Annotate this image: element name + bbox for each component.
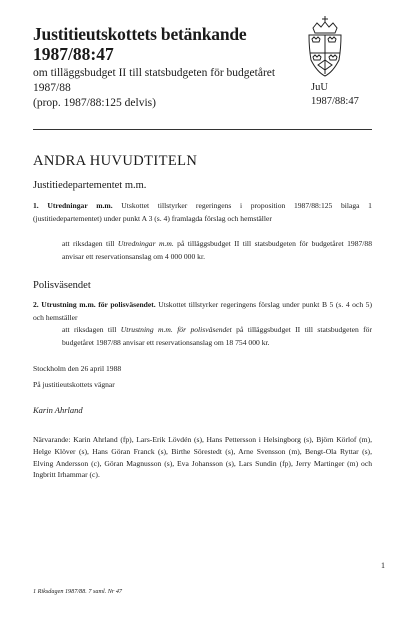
item-1-text: Utskottet tillstyrker regeringens i proposition 1987/88:125 bilaga 1 (justitiedepartementet) under punkt A 3 (s. 4) framlagda förslag och hemställer [33, 201, 372, 223]
subtitle-line-3: (prop. 1987/88:125 delvis) [33, 97, 156, 109]
item-2-appropriation-name: Utrustning m.m. för polisväsendet [120, 325, 232, 334]
document-number: 1987/88:47 [33, 44, 114, 64]
item-2-number: 2. [33, 300, 39, 309]
item-1-resolution: att riksdagen till Utredningar m.m. på tilläggsbudget II till statsbudgeten för budgetåret 1987/88 anvisar ett reservationsanslag om 4 000 000 kr. [62, 239, 372, 261]
item-2-title: Utrustning m.m. för polisväsendet. [41, 300, 156, 309]
document-title: Justitieutskottets betänkande [33, 24, 247, 44]
subtitle-line-2: 1987/88 [33, 82, 71, 94]
subsection-heading: Polisväsendet [33, 280, 91, 291]
signature: Karin Ahrland [33, 405, 83, 415]
item-1-paragraph [33, 200, 372, 225]
swedish-coat-of-arms-icon [303, 14, 347, 78]
item-1-number: 1. [33, 201, 39, 210]
item-2-resolution: att riksdagen till Utrustning m.m. för polisväsendet på tilläggsbudget II till statsbudgeten för budgetåret 1987/88 anvisar ett reservationsanslag om 18 754 000 kr. [62, 325, 372, 347]
on-behalf-line: På justitieutskottets vägnar [33, 380, 115, 389]
item-2-paragraph [33, 299, 372, 324]
item-1-title: Utredningar m.m. [47, 201, 113, 210]
attendees-list: Närvarande: Karin Ahrland (fp), Lars-Erik Lövdén (s), Hans Pettersson i Helsingborg (s), Björn Körlof (m), Helge Klöver (s), Hans Göran Franck (s), Birthe Sörestedt (s), Arne Svensson (m), Bengt-Ola Ryttar (s), Elving Andersson (c), Göran Magnusson (s), Eva Johansson (s), Lars Sundin (fp), Jerry Martinger (m) och Ingbritt Irhammar (c). [33, 435, 372, 480]
subtitle-line-1: om tilläggsbudget II till statsbudgeten för budgetåret [33, 67, 276, 79]
item-1-appropriation-name: Utredningar m.m. [117, 239, 174, 248]
header-divider [33, 129, 372, 130]
place-date: Stockholm den 26 april 1988 [33, 364, 122, 373]
page-number: 1 [381, 561, 385, 570]
item-2-text: Utskottet tillstyrker regeringens förslag under punkt B 5 (s. 4 och 5) och hemställer [33, 300, 372, 322]
report-reference: 1987/88:47 [311, 96, 359, 107]
footer-note: 1 Riksdagen 1987/88. 7 saml. Nr 47 [33, 588, 123, 595]
section-heading: ANDRA HUVUDTITELN [33, 153, 198, 169]
department-heading: Justitiedepartementet m.m. [33, 180, 147, 191]
committee-code: JuU [311, 82, 328, 93]
